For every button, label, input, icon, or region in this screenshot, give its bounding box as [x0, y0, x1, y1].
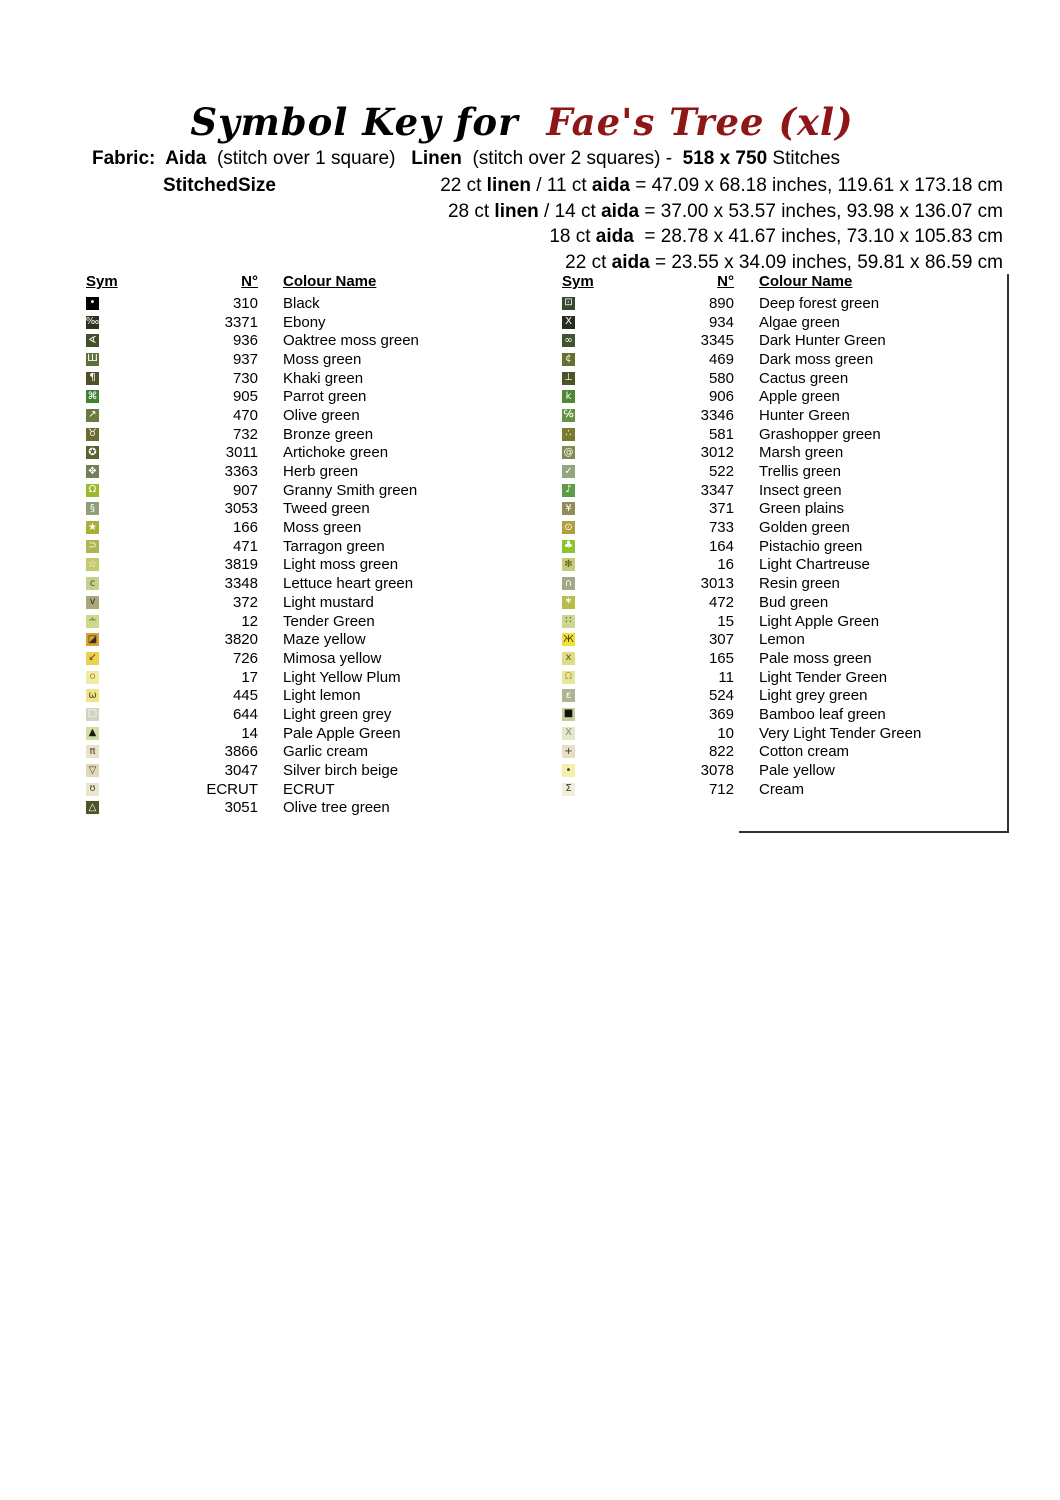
table-body-left: [86, 294, 526, 817]
symbol-swatch: ↙: [86, 652, 99, 665]
table-row: [562, 537, 1008, 556]
colour-name: Herb green: [283, 463, 359, 481]
symbol-swatch: ♪: [562, 484, 575, 497]
symbol-swatch: ‰: [86, 316, 99, 328]
symbol-swatch: v: [86, 596, 99, 609]
table-row: [86, 537, 526, 556]
colour-name: Dark moss green: [759, 350, 874, 368]
table-row: [562, 350, 1008, 369]
symbol-swatch: ℅: [563, 409, 574, 421]
table-row: [562, 313, 1008, 332]
table-row: [86, 500, 526, 519]
colour-name: Tarragon green: [283, 537, 385, 555]
thread-number: 307: [708, 631, 734, 649]
thread-number: 164: [708, 537, 734, 555]
thread-number: 730: [232, 369, 258, 387]
colour-name: Mimosa yellow: [283, 649, 382, 667]
colour-name: Light Tender Green: [759, 668, 888, 686]
symbol-swatch: △: [86, 801, 99, 814]
symbol-swatch: Ω: [86, 484, 99, 497]
thread-number: 907: [232, 481, 258, 499]
thread-number: 3371: [224, 313, 258, 331]
thread-number: 726: [232, 649, 258, 667]
symbol-swatch: •: [86, 297, 99, 310]
table-row: [86, 649, 526, 668]
stitched-size-line-1: 22 ct linen / 11 ct aida = 47.09 x 68.18 inches, 119.61 x 173.18 cm: [440, 175, 1003, 196]
symbol-swatch: ↗: [86, 409, 99, 422]
symbol-swatch: ▽: [86, 764, 99, 777]
table-row: [86, 369, 526, 388]
symbol-swatch: ε: [562, 689, 575, 702]
thread-number: 890: [708, 294, 734, 312]
thread-number: 732: [232, 425, 258, 443]
colour-name: Cactus green: [759, 369, 849, 387]
symbol-swatch: ✥: [86, 465, 99, 478]
colour-name: Grashopper green: [759, 425, 881, 443]
symbol-swatch: π: [86, 745, 99, 758]
thread-number: 524: [708, 687, 734, 705]
colour-name: Marsh green: [759, 444, 844, 462]
symbol-swatch: +: [562, 745, 575, 758]
symbol-swatch: §: [86, 502, 99, 515]
table-row: [86, 593, 526, 612]
page-title: [0, 100, 1044, 144]
colour-name: Ebony: [283, 313, 326, 331]
colour-name: Insect green: [759, 481, 842, 499]
table-row: [86, 481, 526, 500]
table-right-border: [1007, 274, 1009, 832]
symbol-swatch: ★: [86, 521, 99, 534]
thread-number: 445: [232, 687, 258, 705]
symbol-swatch: @: [563, 446, 574, 458]
thread-number: 166: [232, 519, 258, 537]
thread-number: 3047: [224, 762, 258, 780]
thread-number: 3346: [700, 406, 734, 424]
symbol-swatch: ¥: [562, 502, 575, 515]
thread-number: 3053: [224, 500, 258, 518]
thread-number: 3820: [224, 631, 258, 649]
thread-number: 472: [708, 593, 734, 611]
symbol-table-left: [86, 273, 526, 817]
table-row: [562, 481, 1008, 500]
colour-name: Very Light Tender Green: [759, 724, 922, 742]
symbol-swatch: ✓: [562, 465, 575, 478]
colour-name: Pistachio green: [759, 537, 863, 555]
table-row: [562, 705, 1008, 724]
colour-name: Light green grey: [283, 705, 392, 723]
table-header: [562, 273, 1008, 294]
colour-name: Oaktree moss green: [283, 332, 419, 350]
header-colour-name: Colour Name: [283, 273, 377, 290]
symbol-swatch: ¶: [86, 372, 99, 385]
fabric-line: Fabric: Aida (stitch over 1 square) Linen (stitch over 2 squares) - 518 x 750 Stitches: [92, 148, 841, 169]
symbol-swatch: ◪: [87, 633, 98, 645]
symbol-swatch: ♉: [86, 428, 99, 441]
colour-name: Tender Green: [283, 612, 375, 630]
thread-number: 3078: [700, 762, 734, 780]
thread-number: 371: [708, 500, 734, 518]
thread-number: 15: [717, 612, 734, 630]
colour-name: Tweed green: [283, 500, 370, 518]
symbol-swatch: ∩: [562, 577, 575, 590]
colour-name: Light moss green: [283, 556, 399, 574]
table-row: [86, 462, 526, 481]
header-number: N°: [717, 273, 734, 290]
colour-name: Light Apple Green: [759, 612, 880, 630]
thread-number: 3348: [224, 575, 258, 593]
table-row: [86, 556, 526, 575]
colour-name: Light lemon: [283, 687, 361, 705]
table-header: [86, 273, 526, 294]
colour-name: Light Yellow Plum: [283, 668, 401, 686]
symbol-swatch: ⊙: [562, 521, 575, 534]
table-row: [562, 668, 1008, 687]
thread-number: 905: [232, 388, 258, 406]
colour-name: ECRUT: [283, 780, 335, 798]
thread-number: 733: [708, 519, 734, 537]
table-row: [86, 705, 526, 724]
symbol-table-right: [562, 273, 1008, 799]
table-row: [562, 612, 1008, 631]
colour-name: Lettuce heart green: [283, 575, 414, 593]
symbol-swatch: ∞: [562, 334, 575, 347]
colour-name: Cotton cream: [759, 743, 850, 761]
table-row: [562, 724, 1008, 743]
colour-name: Garlic cream: [283, 743, 369, 761]
thread-number: 936: [232, 332, 258, 350]
symbol-swatch: ω: [86, 689, 99, 702]
symbol-swatch: o: [86, 671, 99, 684]
thread-number: 3866: [224, 743, 258, 761]
symbol-swatch: •: [562, 764, 575, 777]
thread-number: 12: [241, 612, 258, 630]
colour-name: Golden green: [759, 519, 850, 537]
colour-name: Khaki green: [283, 369, 364, 387]
colour-name: Maze yellow: [283, 631, 366, 649]
thread-number: 822: [708, 743, 734, 761]
table-row: [562, 556, 1008, 575]
colour-name: Light grey green: [759, 687, 868, 705]
table-row: [86, 406, 526, 425]
colour-name: Artichoke green: [283, 444, 389, 462]
colour-name: Hunter Green: [759, 406, 850, 424]
thread-number: 14: [241, 724, 258, 742]
table-row: [562, 780, 1008, 799]
table-row: [562, 294, 1008, 313]
thread-number: 712: [708, 780, 734, 798]
table-row: [86, 799, 526, 818]
table-row: [562, 593, 1008, 612]
table-row: [562, 518, 1008, 537]
title-prefix: Symbol Key for: [190, 100, 533, 144]
table-row: [562, 630, 1008, 649]
table-row: [86, 294, 526, 313]
symbol-swatch: ⊃: [86, 540, 99, 553]
thread-number: 522: [708, 463, 734, 481]
thread-number: 10: [717, 724, 734, 742]
table-row: [86, 630, 526, 649]
colour-name: Pale Apple Green: [283, 724, 401, 742]
stitched-size-label: StitchedSize: [163, 175, 276, 196]
symbol-swatch: ☆: [86, 558, 99, 571]
colour-name: Bronze green: [283, 425, 374, 443]
table-row: [86, 425, 526, 444]
colour-name: Parrot green: [283, 388, 367, 406]
symbol-swatch: k: [562, 390, 575, 403]
symbol-swatch: ✻: [562, 558, 575, 571]
colour-name: Granny Smith green: [283, 481, 418, 499]
table-row: [562, 743, 1008, 762]
thread-number: 937: [232, 350, 258, 368]
thread-number: 3013: [700, 575, 734, 593]
thread-number: 934: [708, 313, 734, 331]
thread-number: 3012: [700, 444, 734, 462]
colour-name: Moss green: [283, 519, 362, 537]
table-row: [562, 444, 1008, 463]
thread-number: 3819: [224, 556, 258, 574]
stitched-size-line-3: 18 ct aida = 28.78 x 41.67 inches, 73.10 x 105.83 cm: [549, 226, 1003, 247]
symbol-swatch: ∷: [562, 615, 575, 628]
symbol-swatch: ∢: [86, 334, 99, 347]
thread-number: 644: [232, 705, 258, 723]
thread-number: 3051: [224, 799, 258, 817]
thread-number: ECRUT: [206, 780, 258, 798]
colour-name: Bud green: [759, 593, 829, 611]
colour-name: Green plains: [759, 500, 845, 518]
table-row: [86, 313, 526, 332]
table-row: [562, 369, 1008, 388]
table-row: [86, 518, 526, 537]
thread-number: 470: [232, 406, 258, 424]
table-body-right: [562, 294, 1008, 799]
symbol-swatch: X: [562, 316, 575, 329]
table-row: [562, 649, 1008, 668]
table-row: [562, 462, 1008, 481]
colour-name: Moss green: [283, 350, 362, 368]
thread-number: 3011: [225, 444, 258, 462]
table-row: [86, 780, 526, 799]
colour-name: Dark Hunter Green: [759, 332, 886, 350]
table-row: [562, 686, 1008, 705]
colour-name: Pale moss green: [759, 649, 872, 667]
symbol-swatch: Ω: [562, 671, 575, 684]
thread-number: 369: [708, 705, 734, 723]
title-pattern-name: Fae's Tree (xl): [532, 100, 854, 144]
symbol-swatch: c: [86, 577, 99, 590]
symbol-swatch: ✶: [562, 596, 575, 609]
header-colour-name: Colour Name: [759, 273, 853, 290]
symbol-swatch: ♣: [562, 540, 575, 553]
thread-number: 3347: [700, 481, 734, 499]
colour-name: Light mustard: [283, 593, 374, 611]
thread-number: 11: [718, 668, 734, 686]
symbol-swatch: X: [562, 727, 575, 740]
header-number: N°: [241, 273, 258, 290]
symbol-swatch: x: [562, 652, 575, 665]
header-sym: Sym: [86, 273, 118, 290]
table-row: [86, 387, 526, 406]
symbol-swatch: □: [87, 708, 98, 720]
symbol-swatch: ▲: [86, 727, 99, 740]
colour-name: Apple green: [759, 388, 840, 406]
table-row: [86, 612, 526, 631]
thread-number: 3363: [224, 463, 258, 481]
thread-number: 906: [708, 388, 734, 406]
colour-name: Pale yellow: [759, 762, 835, 780]
thread-number: 17: [241, 668, 258, 686]
symbol-swatch: ¢: [562, 353, 575, 366]
thread-number: 3345: [700, 332, 734, 350]
table-row: [86, 686, 526, 705]
table-row: [562, 761, 1008, 780]
colour-name: Resin green: [759, 575, 840, 593]
colour-name: Silver birch beige: [283, 762, 399, 780]
table-row: [562, 425, 1008, 444]
table-row: [86, 331, 526, 350]
table-row: [86, 761, 526, 780]
symbol-swatch: Ш: [87, 353, 98, 365]
colour-name: Olive green: [283, 406, 360, 424]
colour-name: Lemon: [759, 631, 805, 649]
thread-number: 581: [708, 425, 734, 443]
thread-number: 310: [232, 294, 258, 312]
symbol-swatch: ■: [563, 708, 574, 720]
thread-number: 580: [708, 369, 734, 387]
table-row: [86, 668, 526, 687]
symbol-swatch: ʊ: [86, 783, 99, 796]
colour-name: Black: [283, 294, 320, 312]
table-row: [562, 331, 1008, 350]
colour-name: Bamboo leaf green: [759, 705, 886, 723]
table-row: [86, 350, 526, 369]
table-row: [86, 574, 526, 593]
thread-number: 469: [708, 350, 734, 368]
table-row: [562, 406, 1008, 425]
symbol-swatch: ∴: [562, 428, 575, 441]
colour-name: Deep forest green: [759, 294, 880, 312]
stitched-size-line-4: 22 ct aida = 23.55 x 34.09 inches, 59.81 x 86.59 cm: [565, 252, 1003, 273]
colour-name: Trellis green: [759, 463, 841, 481]
symbol-swatch: ✪: [86, 446, 99, 459]
table-bottom-border: [739, 831, 1009, 833]
table-row: [562, 574, 1008, 593]
table-row: [562, 387, 1008, 406]
colour-name: Algae green: [759, 313, 840, 331]
symbol-swatch: ∸: [86, 615, 99, 628]
colour-name: Light Chartreuse: [759, 556, 870, 574]
thread-number: 165: [708, 649, 734, 667]
stitched-size-line-2: 28 ct linen / 14 ct aida = 37.00 x 53.57 inches, 93.98 x 136.07 cm: [447, 201, 1003, 222]
symbol-swatch: ⊥: [562, 372, 575, 385]
symbol-swatch: ⊡: [562, 297, 575, 310]
table-row: [86, 724, 526, 743]
thread-number: 16: [717, 556, 734, 574]
thread-number: 471: [232, 537, 258, 555]
table-row: [86, 444, 526, 463]
thread-number: 372: [232, 593, 258, 611]
symbol-swatch: Σ: [562, 783, 575, 796]
symbol-swatch: Ж: [563, 633, 574, 645]
table-row: [86, 743, 526, 762]
symbol-swatch: ⌘: [87, 390, 98, 402]
header-sym: Sym: [562, 273, 594, 290]
colour-name: Olive tree green: [283, 799, 390, 817]
table-row: [562, 500, 1008, 519]
colour-name: Cream: [759, 780, 805, 798]
